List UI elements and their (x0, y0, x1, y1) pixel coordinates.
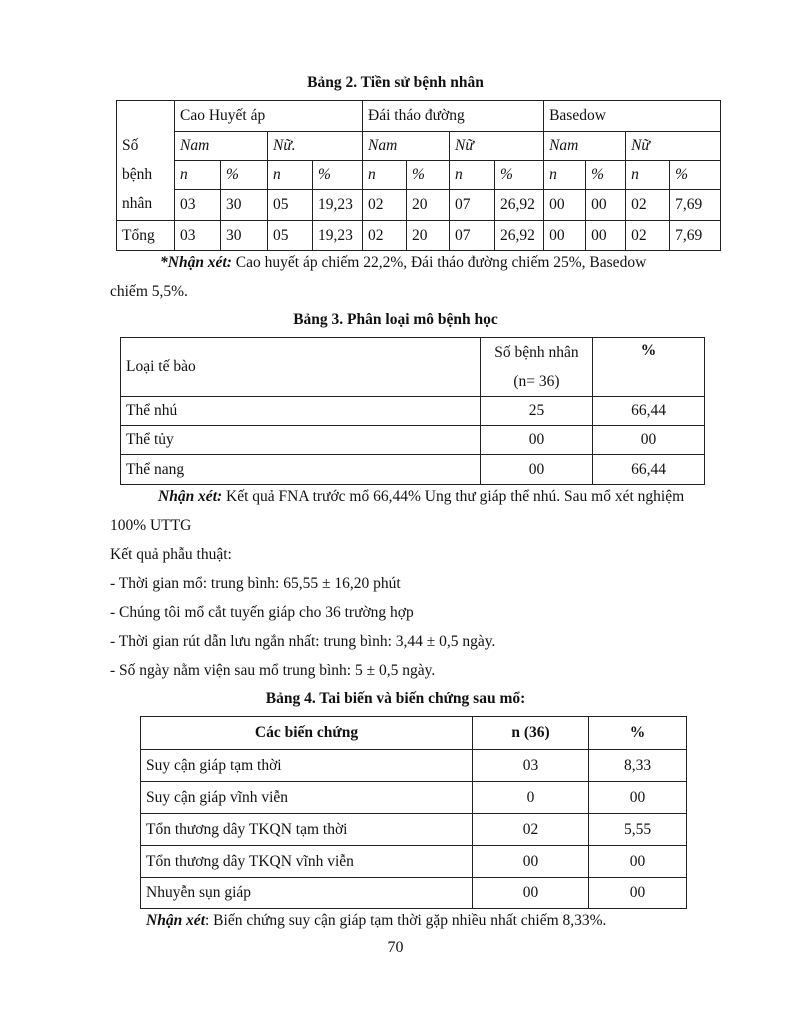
cell-pct: 00 (589, 782, 687, 814)
remark3-line2: 100% UTTG (110, 517, 192, 534)
col-header-loai-te-bao: Loại tế bào (121, 338, 481, 397)
cell: 03 (175, 190, 221, 221)
cell: 26,92 (495, 190, 544, 221)
sub-header: n (268, 161, 313, 190)
cell-pct: 5,55 (589, 814, 687, 846)
sub-header: % (407, 161, 450, 190)
cell-label: Suy cận giáp tạm thời (141, 750, 473, 782)
surgery-item: - Số ngày nằm viện sau mổ trung bình: 5 ± 0,5 ngày. (110, 662, 436, 679)
cell-label: Tổn thương dây TKQN tạm thời (141, 814, 473, 846)
table-row (121, 455, 705, 485)
col-header-n: n (36) (473, 717, 589, 750)
table2-total-row (117, 221, 721, 251)
sex-header: Nam (175, 132, 268, 161)
cell: 30 (221, 190, 268, 221)
table3-caption: Bảng 3. Phân loại mô bệnh học (293, 311, 498, 328)
sex-header: Nam (363, 132, 450, 161)
sub-header: n (544, 161, 586, 190)
cell-pct: 00 (589, 846, 687, 878)
cell: 20 (407, 190, 450, 221)
cell: 02 (626, 190, 670, 221)
cell-pct: 66,44 (593, 397, 705, 426)
table-row (141, 782, 687, 814)
table2-data-row (117, 190, 721, 221)
remark2-line2: chiếm 5,5%. (110, 283, 188, 300)
sub-header: n (450, 161, 495, 190)
remark3-line1: Nhận xét: Kết quả FNA trước mổ 66,44% Ung thư giáp thể nhú. Sau mổ xét nghiệm (158, 488, 685, 505)
col-header-percent: % (593, 338, 705, 397)
sub-header: n (175, 161, 221, 190)
surgery-item: - Thời gian rút dẫn lưu ngắn nhất: trung bình: 3,44 ± 0,5 ngày. (110, 633, 496, 650)
cell: 02 (363, 221, 407, 251)
table4 (140, 716, 687, 909)
surgery-item: - Chúng tôi mổ cắt tuyến giáp cho 36 trường hợp (110, 604, 414, 621)
table-row (141, 878, 687, 909)
surgery-heading: Kết quả phẫu thuật: (110, 546, 232, 563)
cell: 02 (626, 221, 670, 251)
group-basedow: Basedow (544, 101, 721, 132)
table-row (121, 397, 705, 426)
sex-header: Nam (544, 132, 626, 161)
remark2-line1: *Nhận xét: Cao huyết áp chiếm 22,2%, Đái tháo đường chiếm 25%, Basedow (160, 254, 647, 271)
cell: 00 (544, 190, 586, 221)
cell-pct: 8,33 (589, 750, 687, 782)
cell: 07 (450, 221, 495, 251)
table2 (116, 100, 721, 251)
cell-pct: 66,44 (593, 455, 705, 485)
cell: 00 (586, 221, 626, 251)
table-row (121, 426, 705, 455)
table-row (141, 814, 687, 846)
cell: 20 (407, 221, 450, 251)
cell: 00 (586, 190, 626, 221)
sex-header: Nữ. (268, 132, 363, 161)
cell-label: Thể nhú (121, 397, 481, 426)
cell-n: 00 (481, 426, 593, 455)
cell: 19,23 (313, 221, 363, 251)
col-header-percent: % (589, 717, 687, 750)
sub-header: n (363, 161, 407, 190)
col-header-so-benh-nhan: Số bệnh nhân (n= 36) (481, 338, 593, 397)
table2-row-header: Số bệnh nhân (117, 101, 175, 221)
col-header-bien-chung: Các biến chứng (141, 717, 473, 750)
cell-label: Tổn thương dây TKQN vĩnh viễn (141, 846, 473, 878)
cell-label: Thể nang (121, 455, 481, 485)
sub-header: % (221, 161, 268, 190)
cell-label: Thể tủy (121, 426, 481, 455)
cell-n: 03 (473, 750, 589, 782)
cell-n: 02 (473, 814, 589, 846)
cell: 7,69 (670, 190, 721, 221)
cell: 02 (363, 190, 407, 221)
cell-pct: 00 (589, 878, 687, 909)
cell: 00 (544, 221, 586, 251)
page-number: 70 (387, 939, 404, 956)
cell: 19,23 (313, 190, 363, 221)
total-label: Tổng (117, 221, 175, 251)
group-cao-huyet-ap: Cao Huyết áp (175, 101, 363, 132)
table-row (141, 750, 687, 782)
cell: 26,92 (495, 221, 544, 251)
cell-n: 0 (473, 782, 589, 814)
sex-header: Nữ (626, 132, 721, 161)
cell-pct: 00 (593, 426, 705, 455)
cell-n: 00 (473, 878, 589, 909)
table4-caption: Bảng 4. Tai biến và biến chứng sau mổ: (265, 690, 526, 707)
cell: 30 (221, 221, 268, 251)
table2-caption: Bảng 2. Tiền sử bệnh nhân (307, 74, 484, 91)
cell: 07 (450, 190, 495, 221)
cell-label: Nhuyễn sụn giáp (141, 878, 473, 909)
cell: 03 (175, 221, 221, 251)
cell: 05 (268, 190, 313, 221)
cell-label: Suy cận giáp vĩnh viễn (141, 782, 473, 814)
sub-header: n (626, 161, 670, 190)
group-dai-thao-duong: Đái tháo đường (363, 101, 544, 132)
cell-n: 25 (481, 397, 593, 426)
sex-header: Nữ (450, 132, 544, 161)
table-row (141, 846, 687, 878)
cell-n: 00 (473, 846, 589, 878)
sub-header: % (586, 161, 626, 190)
sub-header: % (495, 161, 544, 190)
cell-n: 00 (481, 455, 593, 485)
sub-header: % (670, 161, 721, 190)
remark4: Nhận xét: Biến chứng suy cận giáp tạm thời gặp nhiều nhất chiếm 8,33%. (146, 912, 607, 929)
cell: 7,69 (670, 221, 721, 251)
surgery-item: - Thời gian mổ: trung bình: 65,55 ± 16,20 phút (110, 575, 401, 592)
cell: 05 (268, 221, 313, 251)
sub-header: % (313, 161, 363, 190)
table3 (120, 337, 705, 485)
